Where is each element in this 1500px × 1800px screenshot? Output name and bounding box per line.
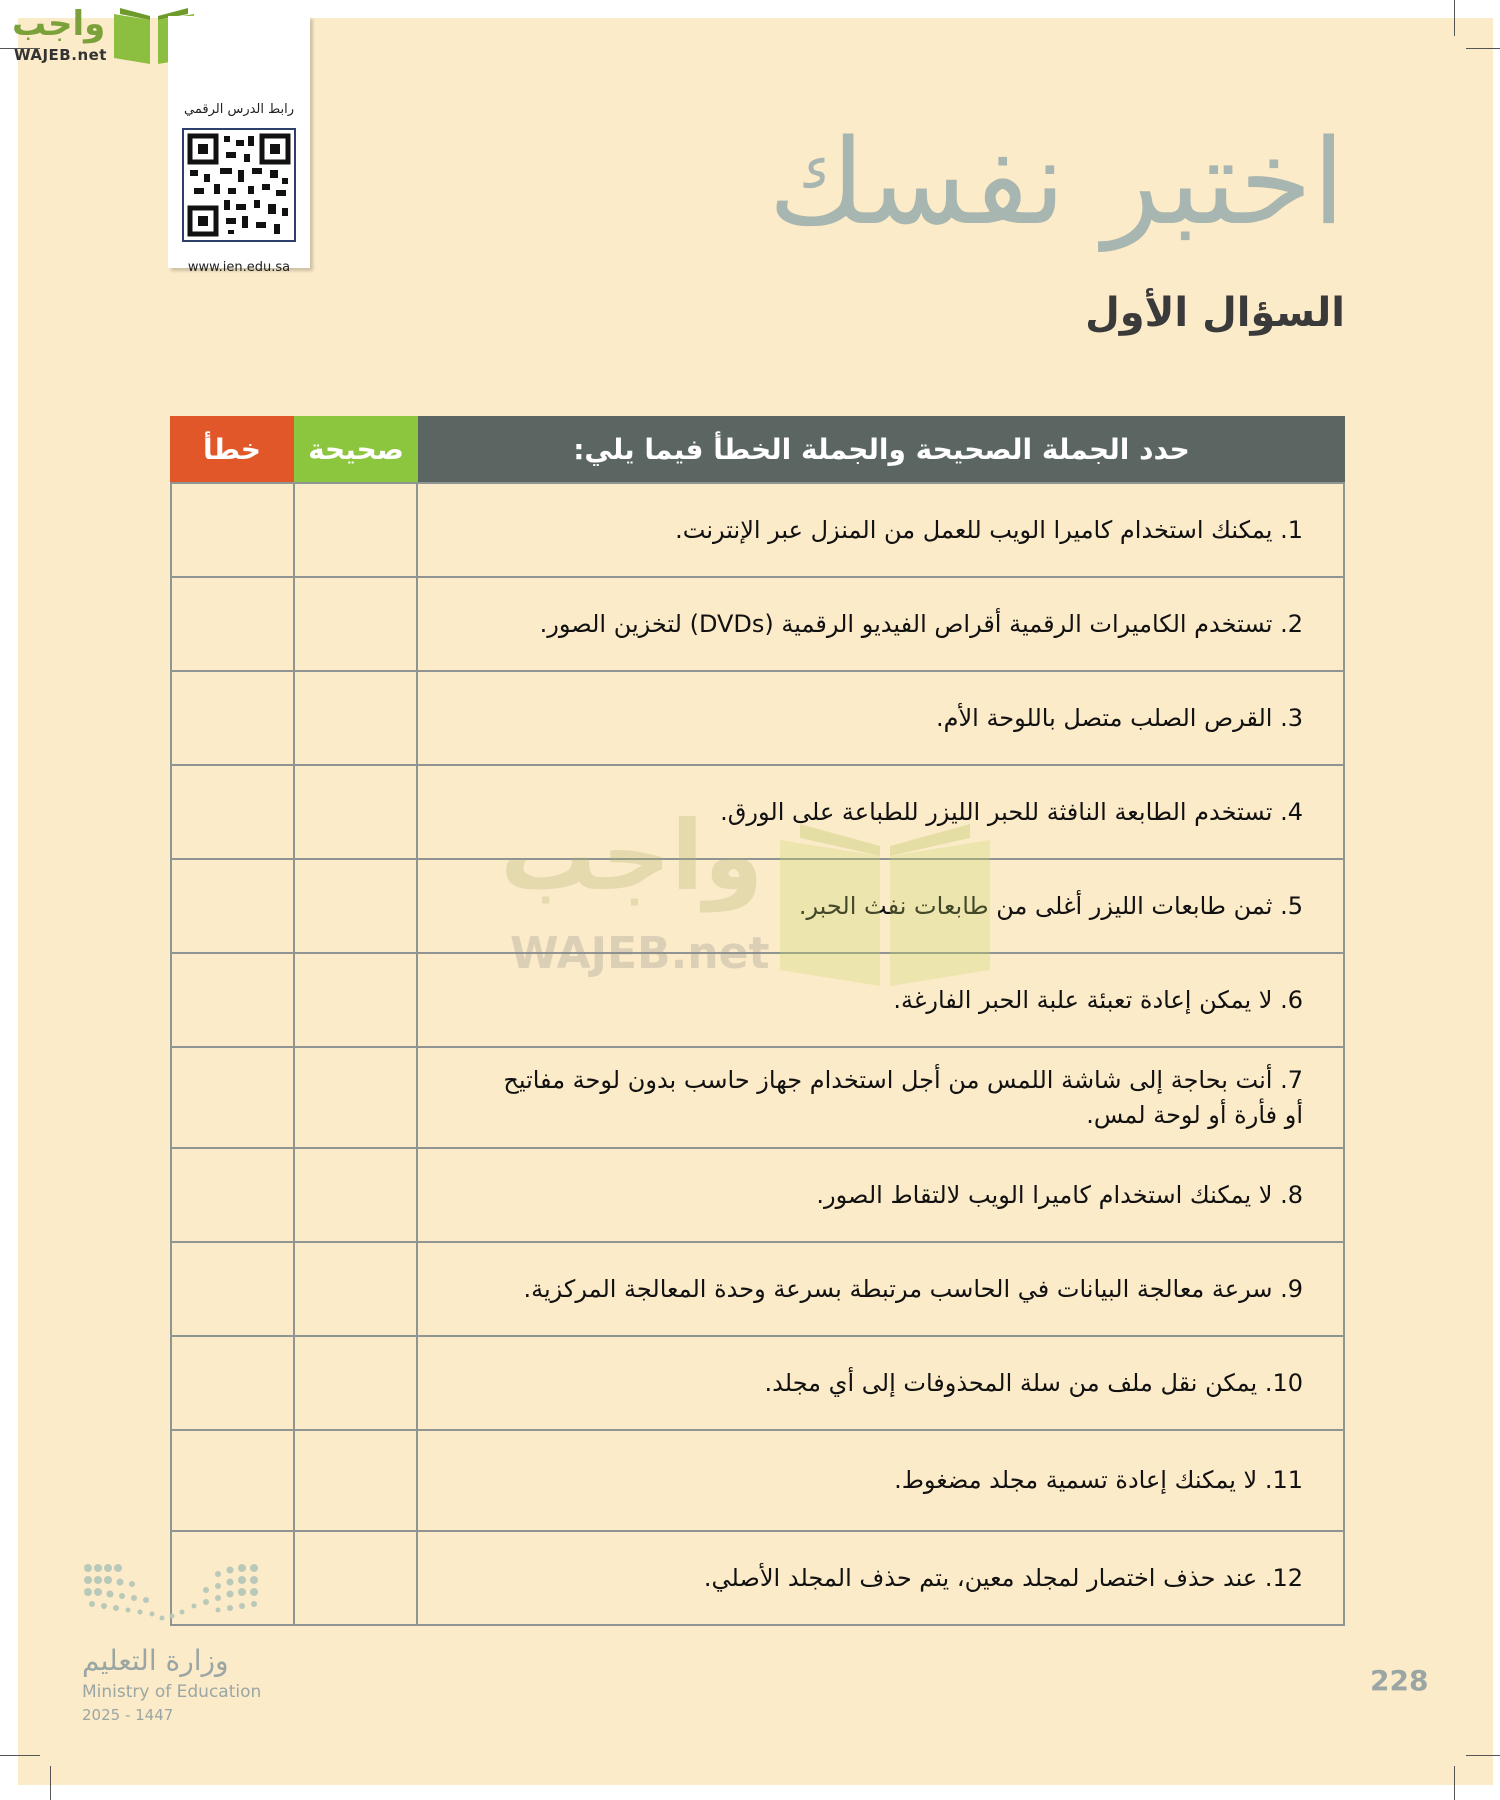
ministry-arabic: وزارة التعليم — [82, 1644, 229, 1677]
qr-code[interactable] — [182, 128, 296, 242]
page-title: اختبر نفسك — [768, 113, 1345, 251]
table-header — [170, 416, 1345, 482]
false-answer-cell[interactable] — [170, 1048, 294, 1147]
header-true: صحيحة — [294, 416, 418, 482]
true-answer-cell[interactable] — [294, 954, 418, 1046]
statement-text: 5. ثمن طابعات الليزر أغلى من طابعات نفث الحبر. — [418, 860, 1345, 952]
true-answer-cell[interactable] — [294, 766, 418, 858]
crop-mark — [1466, 1755, 1500, 1756]
true-answer-cell[interactable] — [294, 1532, 418, 1624]
watermark-arabic: واجب — [500, 800, 764, 912]
true-answer-cell[interactable] — [294, 578, 418, 670]
table-row — [170, 1337, 1345, 1431]
statement-text: 3. القرص الصلب متصل باللوحة الأم. — [418, 672, 1345, 764]
table-row — [170, 1532, 1345, 1626]
true-answer-cell[interactable] — [294, 672, 418, 764]
statement-text: 12. عند حذف اختصار لمجلد معين، يتم حذف المجلد الأصلي. — [418, 1532, 1345, 1624]
ministry-year: 2025 - 1447 — [82, 1706, 174, 1724]
header-false: خطأ — [170, 416, 294, 482]
statement-text: 2. تستخدم الكاميرات الرقمية أقراص الفيديو الرقمية (DVDs) لتخزين الصور. — [418, 578, 1345, 670]
true-answer-cell[interactable] — [294, 1243, 418, 1335]
statement-text: 8. لا يمكنك استخدام كاميرا الويب لالتقاط الصور. — [418, 1149, 1345, 1241]
false-answer-cell[interactable] — [170, 672, 294, 764]
false-answer-cell[interactable] — [170, 1243, 294, 1335]
ministry-logo — [82, 1560, 302, 1730]
true-false-table — [170, 416, 1345, 1626]
true-answer-cell[interactable] — [294, 484, 418, 576]
true-answer-cell[interactable] — [294, 1048, 418, 1147]
table-row — [170, 1431, 1345, 1532]
wajeb-logo[interactable] — [10, 4, 190, 66]
false-answer-cell[interactable] — [170, 860, 294, 952]
statement-text: 10. يمكن نقل ملف من سلة المحذوفات إلى أي مجلد. — [418, 1337, 1345, 1429]
page-number: 228 — [1370, 1664, 1429, 1697]
crop-mark — [50, 1766, 51, 1800]
statement-text: 1. يمكنك استخدام كاميرا الويب للعمل من المنزل عبر الإنترنت. — [418, 484, 1345, 576]
table-row — [170, 1149, 1345, 1243]
true-answer-cell[interactable] — [294, 1431, 418, 1530]
false-answer-cell[interactable] — [170, 1431, 294, 1530]
table-row — [170, 1048, 1345, 1149]
true-answer-cell[interactable] — [294, 860, 418, 952]
logo-english: WAJEB.net — [14, 46, 107, 64]
table-row — [170, 482, 1345, 578]
ministry-emblem-icon — [82, 1560, 272, 1630]
section-title: السؤال الأول — [1085, 290, 1345, 336]
crop-mark — [1466, 48, 1500, 49]
false-answer-cell[interactable] — [170, 766, 294, 858]
false-answer-cell[interactable] — [170, 954, 294, 1046]
crop-mark — [1454, 1766, 1455, 1800]
true-answer-cell[interactable] — [294, 1337, 418, 1429]
crop-mark — [1454, 0, 1455, 36]
table-row — [170, 1243, 1345, 1337]
table-row — [170, 766, 1345, 860]
qr-url[interactable]: www.ien.edu.sa — [187, 260, 291, 275]
table-row — [170, 954, 1345, 1048]
qr-code-icon — [184, 130, 294, 240]
table-row — [170, 860, 1345, 954]
false-answer-cell[interactable] — [170, 484, 294, 576]
false-answer-cell[interactable] — [170, 1149, 294, 1241]
table-row — [170, 578, 1345, 672]
crop-mark — [0, 1755, 40, 1756]
false-answer-cell[interactable] — [170, 578, 294, 670]
header-question: حدد الجملة الصحيحة والجملة الخطأ فيما يلي: — [418, 416, 1345, 482]
statement-text: 7. أنت بحاجة إلى شاشة اللمس من أجل استخدام جهاز حاسب بدون لوحة مفاتيح أو فأرة أو لوحة لمس. — [418, 1048, 1345, 1147]
statement-text: 6. لا يمكن إعادة تعبئة علبة الحبر الفارغة. — [418, 954, 1345, 1046]
table-row — [170, 672, 1345, 766]
statement-text: 11. لا يمكنك إعادة تسمية مجلد مضغوط. — [418, 1431, 1345, 1530]
false-answer-cell[interactable] — [170, 1337, 294, 1429]
statement-text: 4. تستخدم الطابعة النافثة للحبر الليزر للطباعة على الورق. — [418, 766, 1345, 858]
logo-arabic: واجب — [12, 4, 106, 44]
qr-label: رابط الدرس الرقمي — [184, 102, 294, 117]
ministry-english: Ministry of Education — [82, 1682, 262, 1702]
true-answer-cell[interactable] — [294, 1149, 418, 1241]
qr-card[interactable] — [168, 16, 310, 275]
statement-text: 9. سرعة معالجة البيانات في الحاسب مرتبطة بسرعة وحدة المعالجة المركزية. — [418, 1243, 1345, 1335]
watermark-english: WAJEB.net — [510, 928, 770, 979]
